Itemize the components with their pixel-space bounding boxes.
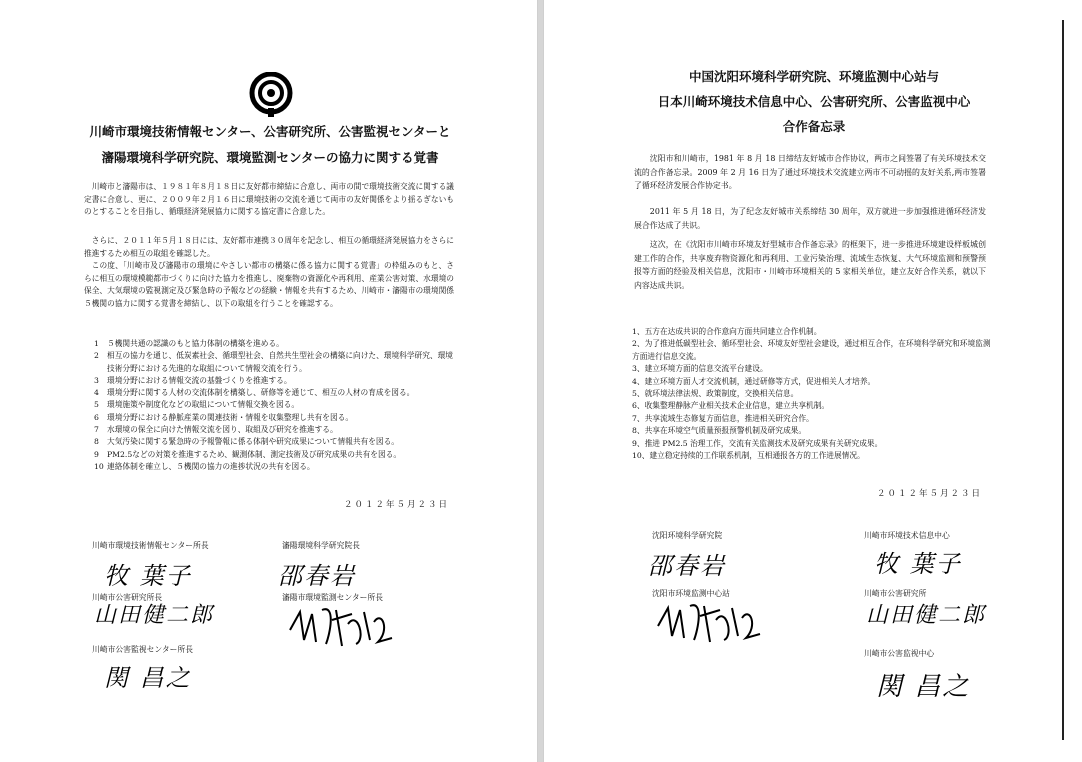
list-item: 6 環境分野における静脈産業の関連技術・情報を収集整理し共有を図る。 — [94, 412, 354, 422]
list-item: 1、五方在达成共识的合作意向方面共同建立合作机制。 — [632, 327, 822, 336]
left-sig-label-a: 川崎市環境技術情報センター所長 — [92, 541, 209, 550]
list-item: 4、建立环境方面人才交流机制，通过研修等方式，促进相关人才培养。 — [632, 376, 876, 386]
right-page-chinese — [543, 0, 1082, 762]
list-item: 7 水環境の保全に向けた情報交流を図り、取組及び研究を推進する。 — [94, 425, 338, 435]
left-item-list — [94, 338, 454, 473]
list-item: 10 連絡体制を確立し、５機関の協力の進捗状況の共有を図る。 — [94, 461, 315, 471]
left-signature-b: 邵春岩 — [278, 562, 356, 590]
left-signature-a: 牧 葉子 — [104, 562, 192, 590]
right-paragraph-1: 沈阳市和川崎市，1981 年 8 月 18 日缔结友好城市合作协议，两市之间签署了有关环境技术交流的合作备忘录。2009 年 2 月 16 日为了通过环境技术交流建立两市不可动摇的友好关系,两市签署了循环经济发展合作协定书。 — [634, 154, 986, 191]
list-item: 2、为了推进低碳型社会、循环型社会、环境友好型社会建设，通过相互合作，在环境科学研究和环境监测方面进行信息交流。 — [632, 339, 991, 361]
list-item: 8、共享在环境空气质量预报预警机制及研究成果。 — [632, 426, 807, 436]
right-sig-label-a: 沈阳环境科学研究院 — [652, 531, 723, 540]
right-title-line3: 合作备忘录 — [782, 119, 846, 134]
list-item: 8 大気汚染に関する緊急時の予報警報に係る体制や研究成果について情報共有を図る。 — [94, 437, 399, 447]
list-item: 9 PM2.5などの対策を推進するため、観測体制、測定技術及び研究成果の共有を図る。 — [94, 449, 402, 459]
right-sig-label-e: 川崎市公害监视中心 — [864, 649, 935, 658]
list-item: 4 環境分野に関する人材の交流体制を構築し、研修等を通じて、相互の人材の育成を図る。 — [94, 388, 415, 398]
left-date: ２０１２年５月２３日 — [344, 500, 450, 510]
left-signature-c: 山田健二郎 — [94, 603, 215, 628]
left-page-japanese — [0, 0, 538, 762]
list-item: 6、收集整理静脉产业相关技术企业信息，建立共享机制。 — [632, 401, 830, 411]
list-item: 3、建立环境方面的信息交流平台建设。 — [632, 364, 768, 374]
left-paragraph-1: 川崎市と瀋陽市は、１９８１年８月１８日に友好都市締結に合意し、両市の間で環境技術交流に関する議定書に合意し、更に、２００９年２月１６日に環境技術の交流を通じて両市の友好関係をより揺るぎないものとすることを目指し、循環経済発展協力に関する協定書に合意した。 — [84, 182, 454, 217]
right-sig-label-c: 沈阳市环境监测中心站 — [652, 589, 730, 598]
right-signature-e: 関 昌之 — [876, 672, 971, 702]
list-item: 3 環境分野における情報交流の基盤づくりを推進する。 — [94, 375, 292, 385]
left-sig-label-d: 瀋陽市環境監測センター所長 — [282, 593, 384, 602]
right-paragraph-2: 2011 年 5 月 18 日，为了纪念友好城市关系缔结 30 周年，双方就进一步加强推进循环经济发展合作达成了共识。 — [634, 207, 986, 230]
left-title-line1: 川崎市環境技術情報センター、公害研究所、公害監視センターと — [89, 124, 451, 139]
list-item: 2 相互の協力を通じ、低炭素社会、循環型社会、自然共生型社会の構築に向けた、環境科学研究、環境技術分野における先進的な取組について情報交流を行う。 — [94, 351, 453, 373]
left-paragraph-2: さらに、２０１１年５月１８日には、友好都市連携３０周年を記念し、相互の循環経済発展協力をさらに推進するため相互の取組を確認した。 — [84, 236, 454, 258]
list-item: 5 環境施策や制度化などの取組について情報交換を図る。 — [94, 400, 300, 410]
list-item: 7、共享流域生态修复方面信息，推进相关研究合作。 — [632, 413, 814, 423]
right-signature-a: 邵春岩 — [648, 552, 726, 580]
right-item-list — [632, 326, 994, 462]
right-signature-b: 牧 葉子 — [874, 550, 962, 578]
left-title-line2: 瀋陽環境科学研究院、環境監測センターの協力に関する覚書 — [101, 150, 439, 165]
list-item: 9、推进 PM2.5 治理工作，交流有关监测技术及研究成果有关研究成果。 — [632, 438, 883, 448]
left-sig-label-c: 川崎市公害研究所長 — [92, 593, 163, 602]
right-title-line2: 日本川崎环境技术信息中心、公害研究所、公害监视中心 — [657, 94, 971, 109]
list-item: 10、建立稳定持续的工作联系机制，互相通报各方的工作进展情况。 — [632, 451, 865, 461]
right-signature-c-scribble — [654, 596, 764, 646]
list-item: 1 ５機関共通の認識のもと協力体制の構築を進める。 — [94, 339, 284, 348]
right-title-line1: 中国沈阳环境科学研究院、环境监测中心站与 — [688, 69, 939, 84]
left-paragraph-3: この度、「川崎市及び瀋陽市の環境にやさしい都市の構築に係る協力に関する覚書」の枠組みのもと、さらに相互の環境模範都市づくりに向けた協力を推進し、廃棄物の資源化や再利用、産業公害対策、水環境の保全、大気環境の監視測定及び緊急時の予報などの経験・情報を共有するため、川崎市・瀋陽市の環境関係５機関の協力に関する覚書を締結し、以下の取組を行うことを確認する。 — [84, 261, 454, 308]
right-sig-label-d: 川崎市公害研究所 — [864, 589, 927, 598]
right-date: ２０１２年５月２３日 — [877, 489, 983, 499]
right-signature-d: 山田健二郎 — [866, 603, 987, 628]
left-sig-label-b: 瀋陽環境科学研究院長 — [282, 541, 360, 550]
left-sig-label-e: 川崎市公害監視センター所長 — [92, 645, 194, 654]
right-sig-label-b: 川崎市环境技术信息中心 — [864, 531, 950, 540]
right-paragraph-3: 这次，在《沈阳市川崎市环境友好型城市合作备忘录》的框架下，进一步推进环境建设样板城创建工作的合作，共享废弃物资源化和再利用、工业污染治理、流域生态恢复、大气环境监测和预警预报等方面的经验及相关信息，沈阳市・川崎市环境相关的 5 家相关单位，建立友好合作关系，就以下内容达成共识。 — [634, 240, 986, 290]
right-page-border-line — [1062, 20, 1064, 740]
left-signature-d-scribble — [286, 600, 396, 650]
kawasaki-city-emblem-icon — [248, 72, 294, 118]
list-item: 5、就环境法律法规、政策制度，交换相关信息。 — [632, 389, 799, 399]
left-signature-e: 関 昌之 — [104, 664, 192, 692]
